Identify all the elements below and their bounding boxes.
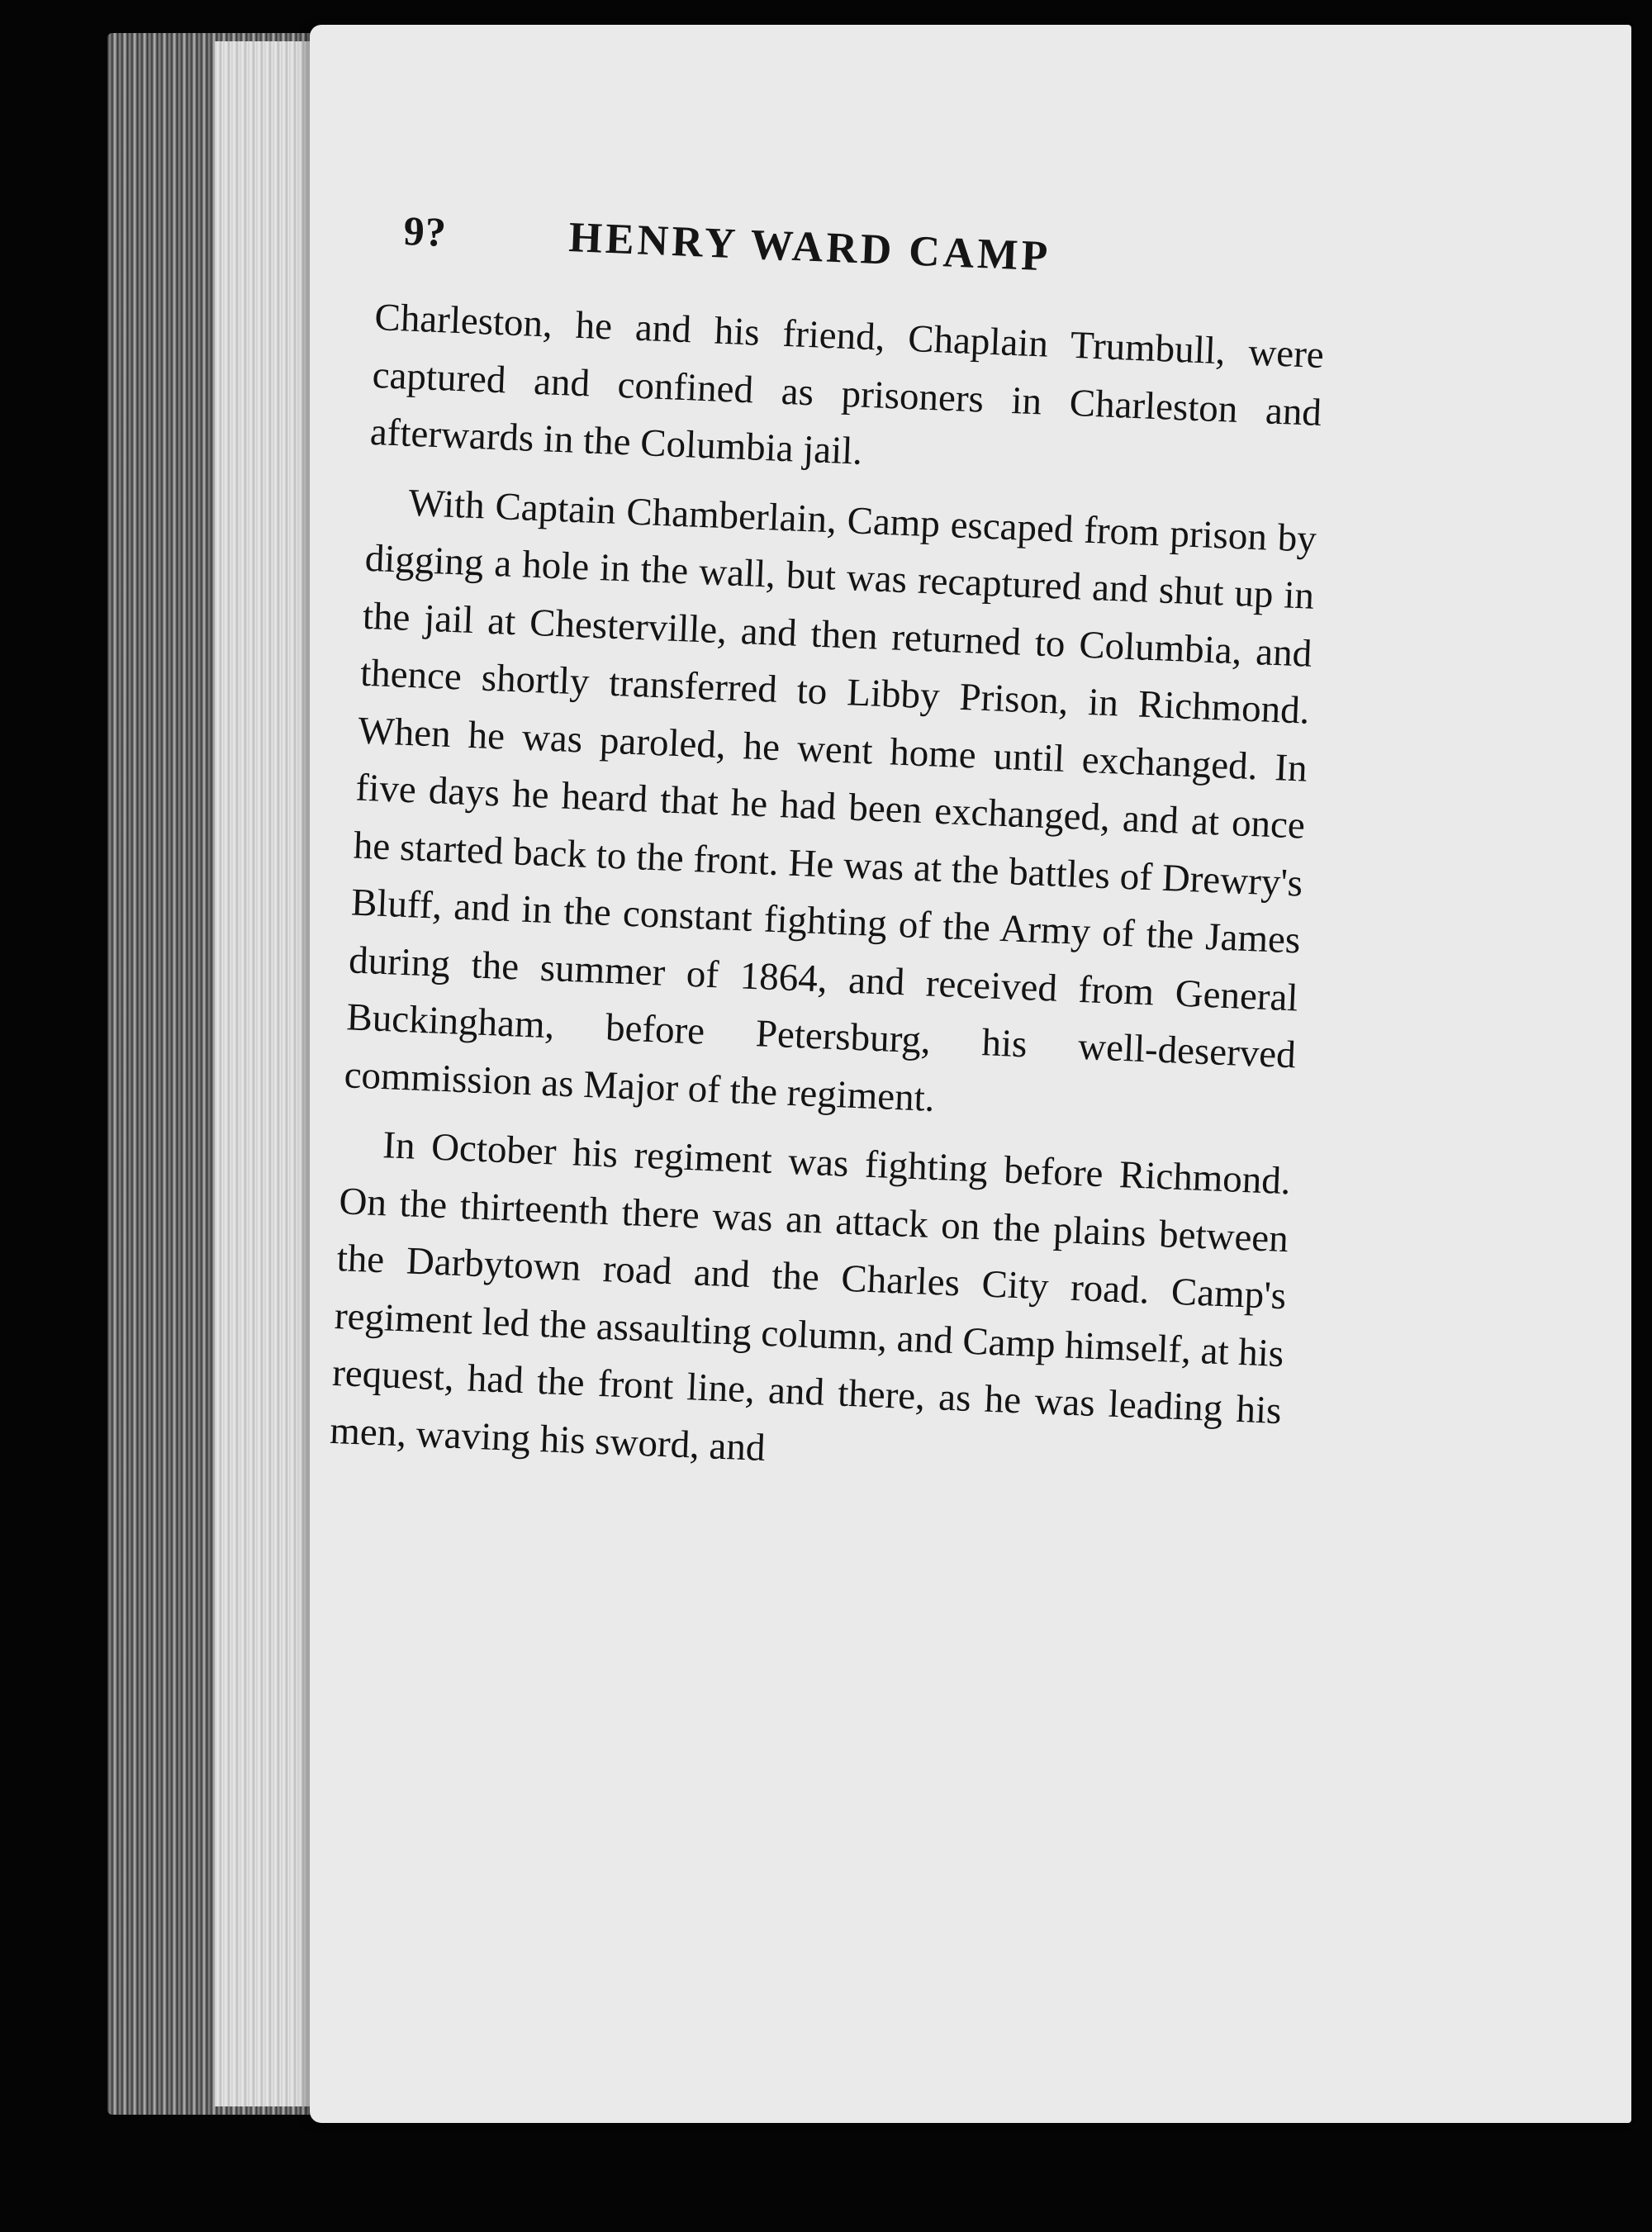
- running-title: HENRY WARD CAMP: [567, 214, 1052, 281]
- page-number: 9?: [402, 207, 448, 256]
- body-text: [329, 289, 1326, 1509]
- paragraph-3: In October his regiment was fighting before Richmond. On the thirteenth there was an attack on the plains between the Darbytown road and the Charles City road. Camp's regiment led the assaulting column, and Camp himself, at his request, had the front line, and there, as he was leading his men, waving his sword, and: [329, 1123, 1292, 1470]
- paragraph-1: Charleston, he and his friend, Chaplain Trumbull, were captured and confined as prisoners in Charleston and afterwards in the Columbia jail.: [369, 295, 1325, 473]
- paragraph-2: With Captain Chamberlain, Camp escaped from prison by digging a hole in the wall, but was recaptured and shut up in the jail at Chesterville, and then returned to Columbia, and thence shortly transferred to Libby Prison, in Richmond. When he was paroled, he went home until exchanged. In five days he heard that he had been exchanged, and at once he started back to the front. He was at the battles of Drewry's Bluff, and in the constant fighting of the Army of the James during the summer of 1864, and received from General Buckingham, before Petersburg, his well-deserved commission as Major of the regiment.: [343, 481, 1317, 1120]
